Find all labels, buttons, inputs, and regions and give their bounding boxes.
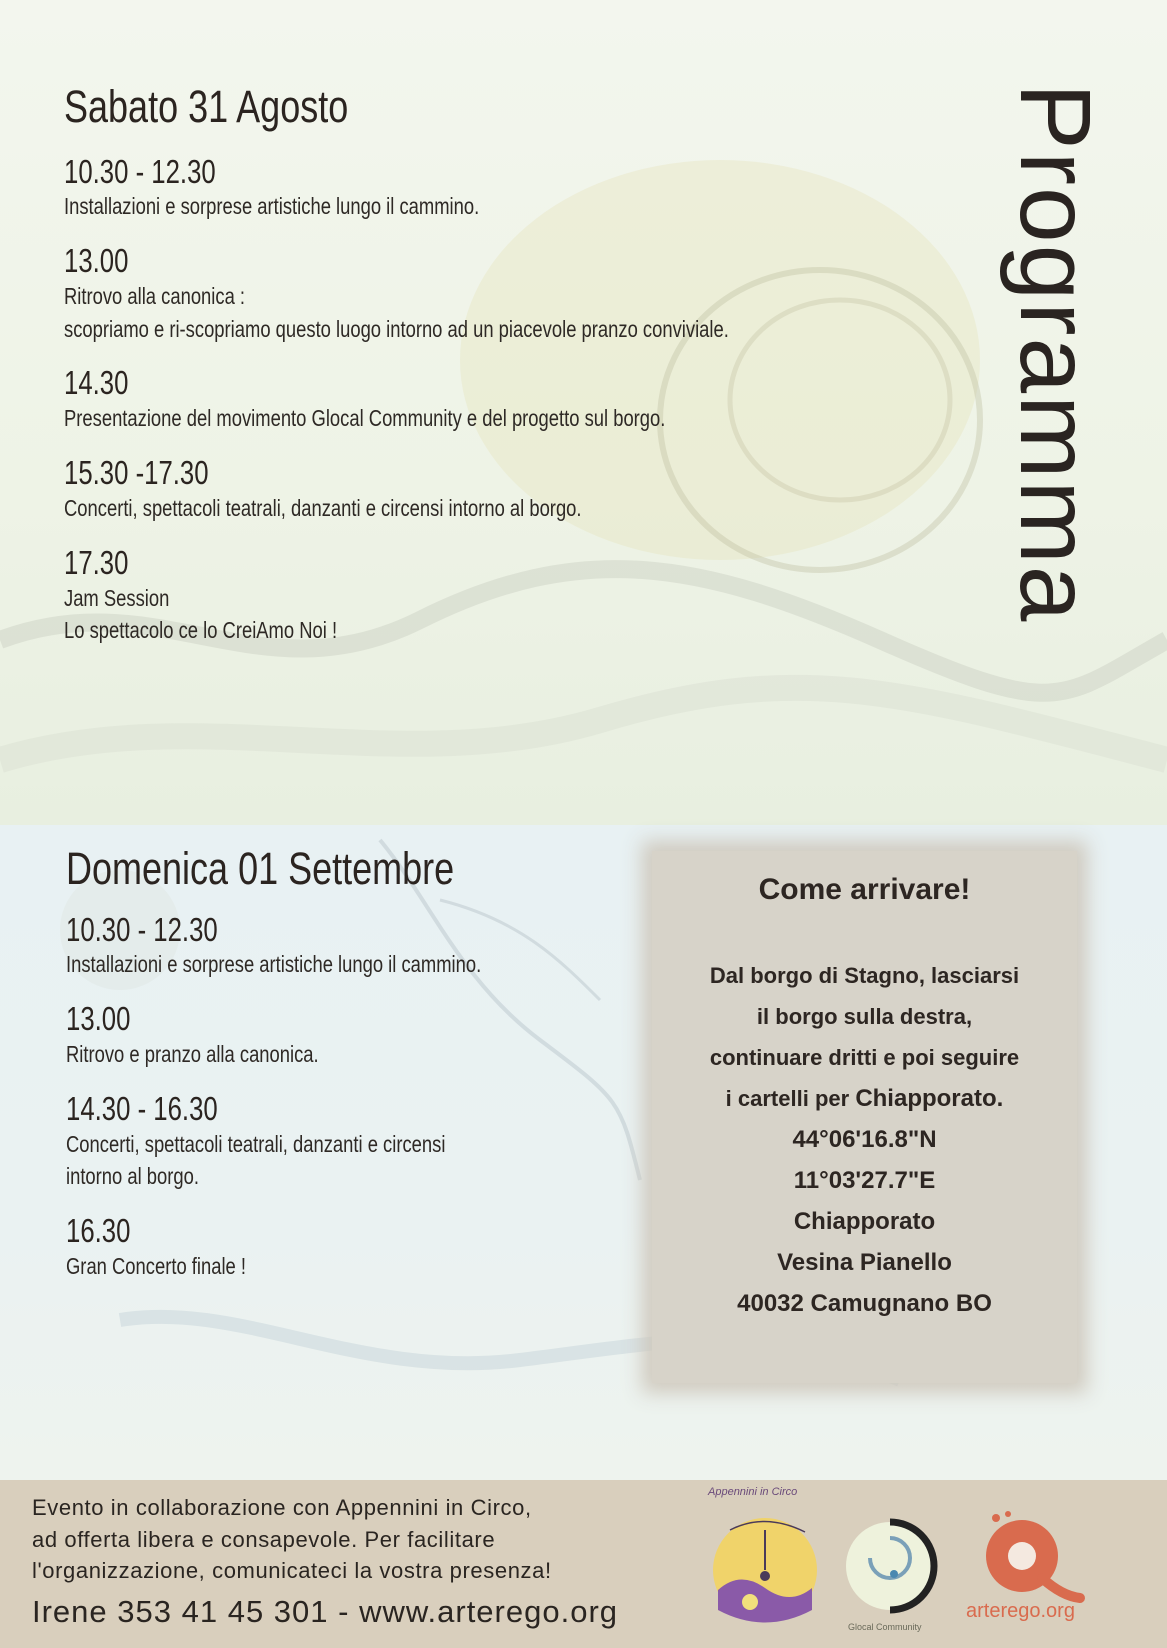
saturday-section — [64, 82, 895, 667]
schedule-description: Concerti, spettacoli teatrali, danzanti e circensi — [66, 1130, 446, 1157]
schedule-time: 15.30 -17.30 — [64, 453, 209, 491]
schedule-item — [66, 1213, 585, 1283]
schedule-description: Concerti, spettacoli teatrali, danzanti e circensi intorno al borgo. — [64, 494, 582, 521]
schedule-item — [64, 243, 895, 345]
schedule-description: Ritrovo e pranzo alla canonica. — [66, 1041, 319, 1068]
directions-line-prefix: i cartelli per — [725, 1086, 850, 1111]
directions-box — [652, 851, 1077, 1383]
schedule-time: 10.30 - 12.30 — [64, 152, 216, 190]
schedule-description: Lo spettacolo ce lo CreiAmo Noi ! — [64, 617, 338, 644]
schedule-item — [66, 1001, 585, 1071]
longitude: 11°03'27.7"E — [793, 1167, 936, 1194]
schedule-description: Gran Concerto finale ! — [66, 1252, 247, 1279]
schedule-time: 14.30 - 16.30 — [66, 1089, 218, 1127]
schedule-description: Jam Session — [64, 584, 170, 611]
schedule-description: scopriamo e ri-scopriamo questo luogo intorno ad un piacevole pranzo conviviale. — [64, 315, 729, 342]
address-line: 40032 Camugnano BO — [737, 1290, 992, 1317]
arterego-logo — [962, 1508, 1086, 1628]
schedule-item — [64, 545, 895, 647]
directions-title: Come arrivare! — [758, 873, 971, 906]
glocal-community-logo — [842, 1518, 938, 1614]
schedule-item — [66, 912, 585, 982]
directions-place: Chiapporato. — [855, 1085, 1004, 1112]
schedule-time: 17.30 — [64, 543, 129, 581]
arterego-logo-text: arterego.org — [966, 1600, 1075, 1622]
schedule-time: 16.30 — [66, 1211, 131, 1249]
schedule-description: intorno al borgo. — [66, 1163, 199, 1190]
schedule-time: 13.00 — [66, 1000, 131, 1038]
address-line: Vesina Pianello — [777, 1249, 952, 1276]
schedule-description: Presentazione del movimento Glocal Community e del progetto sul borgo. — [64, 405, 666, 432]
schedule-item — [64, 455, 895, 525]
footer — [0, 1480, 1167, 1648]
saturday-heading: Sabato 31 Agosto — [64, 81, 349, 132]
directions-line: continuare dritti e poi seguire — [709, 1045, 1020, 1070]
schedule-time: 14.30 — [64, 364, 129, 402]
directions-line: Dal borgo di Stagno, lasciarsi — [709, 963, 1020, 988]
sunday-heading: Domenica 01 Settembre — [66, 843, 455, 894]
appennini-in-circo-logo — [710, 1510, 820, 1626]
schedule-description: Installazioni e sorprese artistiche lungo il cammino. — [66, 951, 482, 978]
directions-line — [652, 1078, 1077, 1119]
contact-line: Irene 353 41 45 301 - www.arterego.org — [32, 1593, 619, 1629]
address-line: Chiapporato — [793, 1208, 936, 1235]
schedule-item — [64, 365, 895, 435]
schedule-description: Ritrovo alla canonica : — [64, 283, 246, 310]
footer-text — [32, 1492, 618, 1633]
footer-line: l'organizzazione, comunicateci la vostra presenza! — [32, 1558, 552, 1583]
programma-title: Programma — [999, 83, 1111, 624]
glocal-logo-text: Glocal Community — [848, 1622, 922, 1632]
schedule-item — [64, 154, 895, 224]
schedule-item — [66, 1091, 585, 1193]
schedule-time: 10.30 - 12.30 — [66, 910, 218, 948]
schedule-description: Installazioni e sorprese artistiche lungo il cammino. — [64, 193, 480, 220]
footer-line: ad offerta libera e consapevole. Per facilitare — [32, 1526, 496, 1552]
latitude: 44°06'16.8"N — [792, 1126, 937, 1153]
footer-line: Evento in collaborazione con Appennini in Circo, — [32, 1495, 532, 1520]
appennini-logo-text: Appennini in Circo — [708, 1486, 798, 1498]
directions-line: il borgo sulla destra, — [756, 1004, 973, 1029]
schedule-time: 13.00 — [64, 242, 129, 280]
sunday-section — [66, 844, 585, 1303]
